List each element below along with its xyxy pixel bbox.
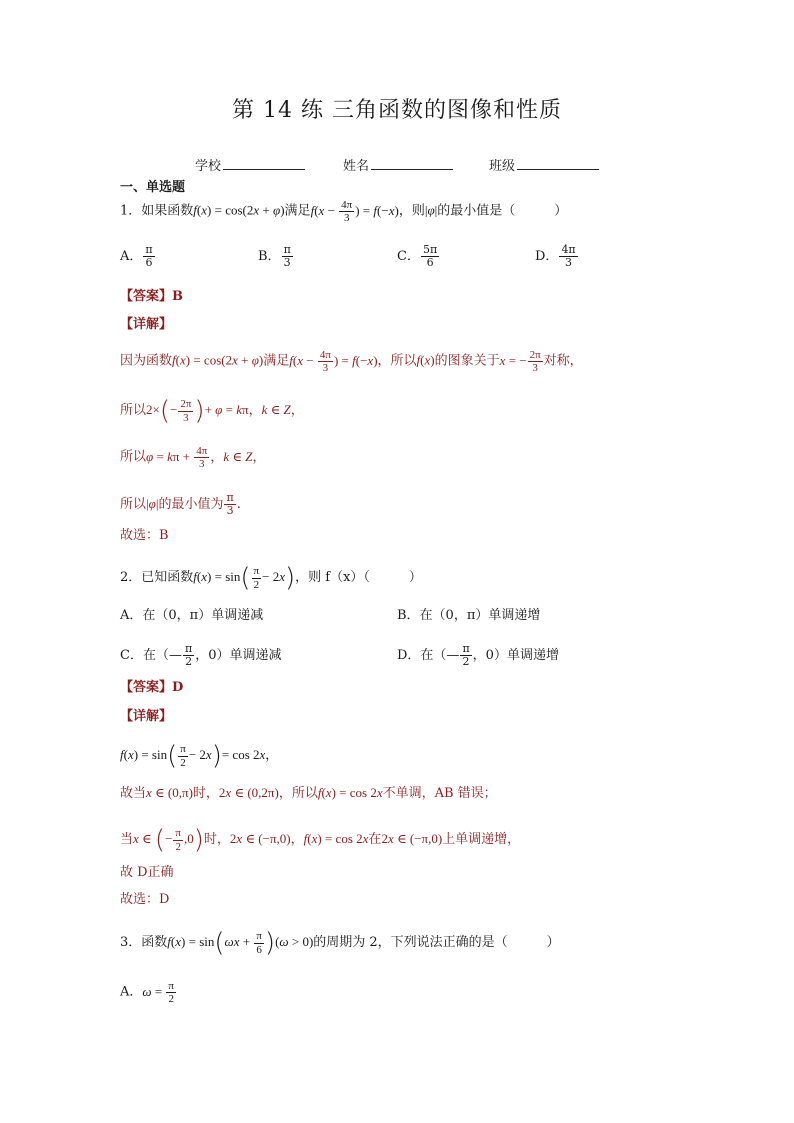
answer-label: 【答案】B: [120, 289, 183, 304]
section-heading: 一、单选题: [120, 180, 186, 195]
question-2: 2．已知函数f(x) = sin( $\frac{\pi}{2}$ − 2x)，则 f（x）（ ）: [120, 563, 422, 593]
option-a[interactable]: A．ω = $\frac{\pi}{2}$: [120, 980, 174, 1006]
solution-line: 所以φ = kπ + $\frac{4\pi}{3}$ ，k ∈ Z，: [120, 445, 266, 471]
solution-line: 故当x ∈ (0,π)时，2x ∈ (0,2π)，所以f(x) = cos 2x不单调，AB 错误；: [120, 785, 497, 801]
solution-line: 当x ∈ (− $\frac{\pi}{2}$ ,0)时，2x ∈ (−π,0)，f(x) = cos 2x在2x ∈ (−π,0)上单调递增，: [120, 825, 521, 855]
solution-line: 因为函数f(x) = cos(2x + φ)满足f(x − $\frac{4\pi}{3}$ ) = f(−x)，所以f(x)的图象关于x = − $\frac{2\pi}{3}$ 对称，: [120, 349, 583, 375]
option-d[interactable]: D． $\frac{4\pi}{3}$: [535, 243, 576, 270]
detail-label: 【详解】: [120, 709, 173, 724]
detail-label: 【详解】: [120, 317, 173, 332]
school-field[interactable]: 学校: [195, 157, 305, 173]
solution-line: 所以|φ|的最小值为 $\frac{\pi}{3}$ .: [120, 491, 241, 518]
option-c[interactable]: C． $\frac{5\pi}{6}$: [397, 243, 438, 270]
choose-line: 故选：D: [120, 892, 170, 907]
option-a[interactable]: A． $\frac{\pi}{6}$: [120, 243, 153, 270]
option-a[interactable]: A．在（0，π）单调递减: [120, 608, 264, 623]
question-1: 1．如果函数f(x) = cos(2x + φ)满足f(x − $\frac{4\pi}{3}$ ) = f(−x)，则|φ|的最小值是（ ）: [120, 199, 568, 225]
name-field[interactable]: 姓名: [343, 157, 453, 173]
question-3: 3．函数f(x) = sin(ωx + $\frac{\pi}{6}$ )(ω > 0)的周期为 2，下列说法正确的是（ ）: [120, 928, 560, 958]
class-field[interactable]: 班级: [489, 157, 599, 173]
option-c[interactable]: C．在（— $\frac{\pi}{2}$ ，0）单调递减: [120, 642, 282, 669]
option-b[interactable]: B．在（0，π）单调递增: [397, 608, 541, 623]
solution-line: f(x) = sin( $\frac{\pi}{2}$ − 2x)= cos 2x，: [120, 741, 279, 771]
solution-line: 故 D正确: [120, 865, 174, 880]
choose-line: 故选：B: [120, 528, 169, 543]
option-b[interactable]: B． $\frac{\pi}{3}$: [258, 243, 291, 270]
page-title: 第 14 练 三角函数的图像和性质: [232, 98, 562, 123]
answer-label: 【答案】D: [120, 680, 184, 695]
solution-line: 所以2×(− $\frac{2\pi}{3}$ )+ φ = kπ，k ∈ Z，: [120, 396, 304, 426]
option-d[interactable]: D．在（— $\frac{\pi}{2}$ ，0）单调递增: [397, 642, 559, 669]
